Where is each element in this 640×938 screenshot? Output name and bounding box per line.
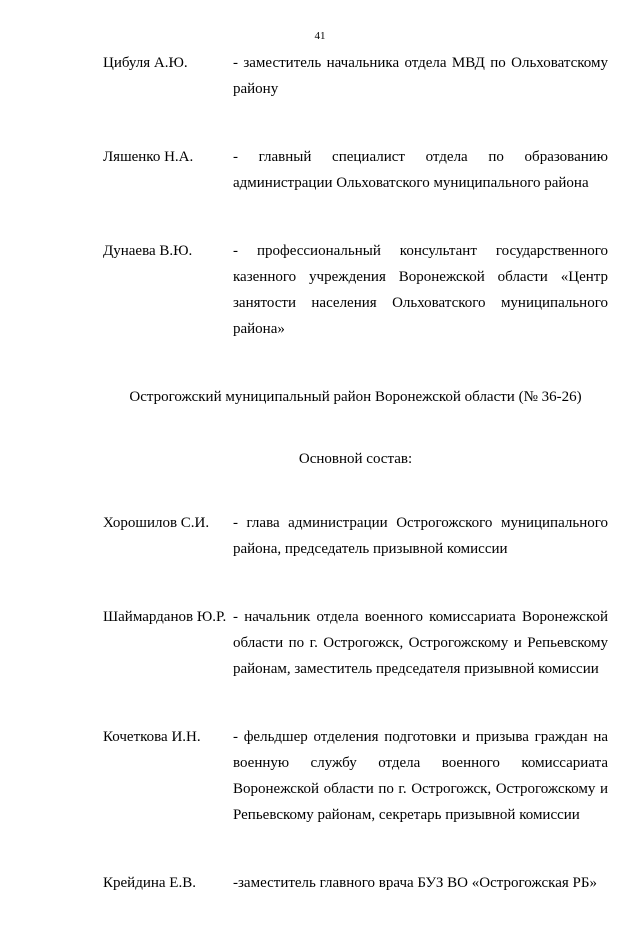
district-title: Острогожский муниципальный район Воронежской области (№ 36-26) (129, 389, 582, 405)
member-name: Хорошилов С.И. (103, 515, 210, 531)
member-name: Кочеткова И.Н. (103, 729, 201, 745)
member-name: Дунаева В.Ю. (103, 243, 193, 259)
member-role: - профессиональный консультант государственного казенного учреждения Воронежской области «Центр занятости населения Ольховатского муниципального района» (233, 243, 608, 337)
member-entry (103, 238, 608, 342)
member-entry (103, 510, 608, 562)
member-role: - фельдшер отделения подготовки и призыва граждан на военную службу отдела военного комиссариата Воронежской области по г. Острогожск, Острогожскому и Репьевскому районам, секретарь призывной комиссии (233, 729, 608, 823)
document-body (103, 50, 608, 938)
member-role: - заместитель начальника отдела МВД по Ольховатскому району (233, 55, 608, 97)
member-entry (103, 604, 608, 682)
member-entry (103, 144, 608, 196)
member-role: - главный специалист отдела по образованию администрации Ольховатского муниципального района (233, 149, 608, 191)
member-name: Крейдина Е.В. (103, 875, 196, 891)
member-name: Шаймарданов Ю.Р. (103, 609, 227, 625)
member-role: - начальник отдела военного комиссариата Воронежской области по г. Острогожск, Острогожскому и Репьевскому районам, заместитель председателя призывной комиссии (233, 609, 608, 677)
page-number: 41 (314, 30, 326, 42)
member-entry (103, 724, 608, 828)
member-entry (103, 50, 608, 102)
member-role: - глава администрации Острогожского муниципального района, председатель призывной комиссии (233, 515, 608, 557)
composition-title: Основной состав: (298, 451, 413, 467)
member-role: -заместитель главного врача БУЗ ВО «Острогожская РБ» (233, 875, 597, 891)
member-entry (103, 870, 608, 896)
member-name: Цибуля А.Ю. (103, 55, 188, 71)
member-name: Ляшенко Н.А. (103, 149, 194, 165)
